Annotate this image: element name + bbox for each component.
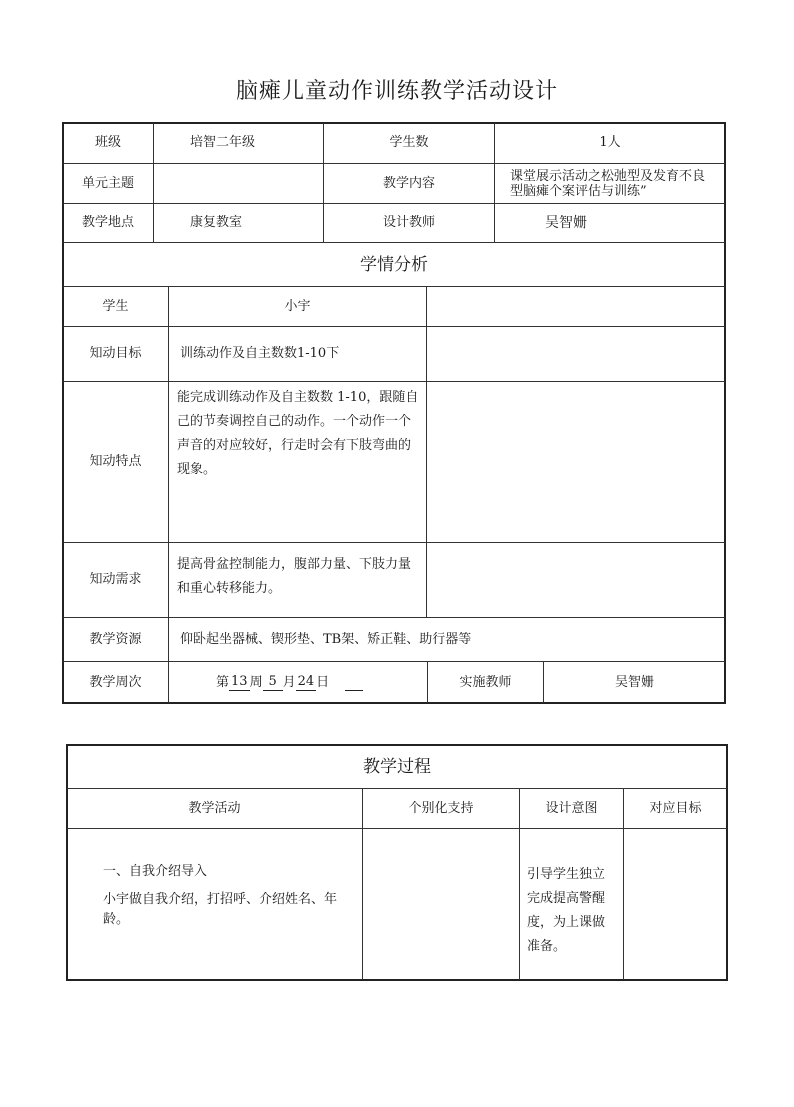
col-activity-header: 教学活动 xyxy=(188,800,241,816)
week-month: 5 xyxy=(263,674,283,691)
student-value: 小宇 xyxy=(284,298,311,314)
col-goal-header: 对应目标 xyxy=(649,800,702,816)
student-count-value: 1人 xyxy=(599,135,621,150)
designer-value: 吴智姗 xyxy=(545,215,587,231)
week-day: 24 xyxy=(297,674,315,689)
process-heading: 教学过程 xyxy=(363,756,431,777)
features-value: 能完成训练动作及自主数数 1-10，跟随自己的节奏调控自己的动作。一个动作一个声音的对应较好，行走时会有下肢弯曲的现象。 xyxy=(177,390,419,477)
intent-text: 引导学生独立完成提高警醒度，为上课做准备。 xyxy=(527,867,606,954)
week-number: 13 xyxy=(231,674,248,689)
col-intent-header: 设计意图 xyxy=(545,800,598,816)
activity-title: 一、自我介绍导入 xyxy=(103,864,208,879)
week-value xyxy=(216,662,421,703)
col-support-header: 个别化支持 xyxy=(408,800,474,816)
target-label: 知动目标 xyxy=(89,346,142,361)
week-label: 教学周次 xyxy=(89,674,142,690)
teacher-value: 吴智姗 xyxy=(614,674,654,690)
class-label: 班级 xyxy=(94,135,121,150)
activity-text: 小宇做自我介绍，打招呼、介绍姓名、年龄。 xyxy=(103,892,338,927)
week-zhou: 周 xyxy=(249,674,263,690)
target-value: 训练动作及自主数数1-10下 xyxy=(180,346,340,361)
student-count-label: 学生数 xyxy=(389,135,429,150)
week-ri: 日 xyxy=(316,674,330,690)
unit-label: 单元主题 xyxy=(81,175,134,191)
location-label: 教学地点 xyxy=(81,215,134,230)
content-label: 教学内容 xyxy=(382,175,435,191)
class-value: 培智二年级 xyxy=(190,135,256,150)
features-label: 知动特点 xyxy=(89,454,142,469)
page-title: 脑瘫儿童动作训练教学活动设计 xyxy=(235,79,558,104)
analysis-heading: 学情分析 xyxy=(360,254,428,275)
resources-label: 教学资源 xyxy=(89,631,142,647)
week-di: 第 xyxy=(216,674,230,690)
location-value: 康复教室 xyxy=(190,215,243,230)
student-label: 学生 xyxy=(102,298,129,314)
teacher-label: 实施教师 xyxy=(459,674,512,690)
needs-value: 提高骨盆控制能力，腹部力量、下肢力量和重心转移能力。 xyxy=(177,557,412,596)
unit-value xyxy=(158,164,318,203)
week-yue: 月 xyxy=(282,674,296,690)
content-value: 课堂展示活动之松弛型及发育不良型脑瘫个案评估与训练” xyxy=(510,168,706,199)
designer-label: 设计教师 xyxy=(382,215,435,230)
resources-value: 仰卧起坐器械、锲形垫、TB架、矫正鞋、助行器等 xyxy=(180,631,472,647)
week-blank xyxy=(345,674,363,691)
needs-label: 知动需求 xyxy=(89,572,142,587)
